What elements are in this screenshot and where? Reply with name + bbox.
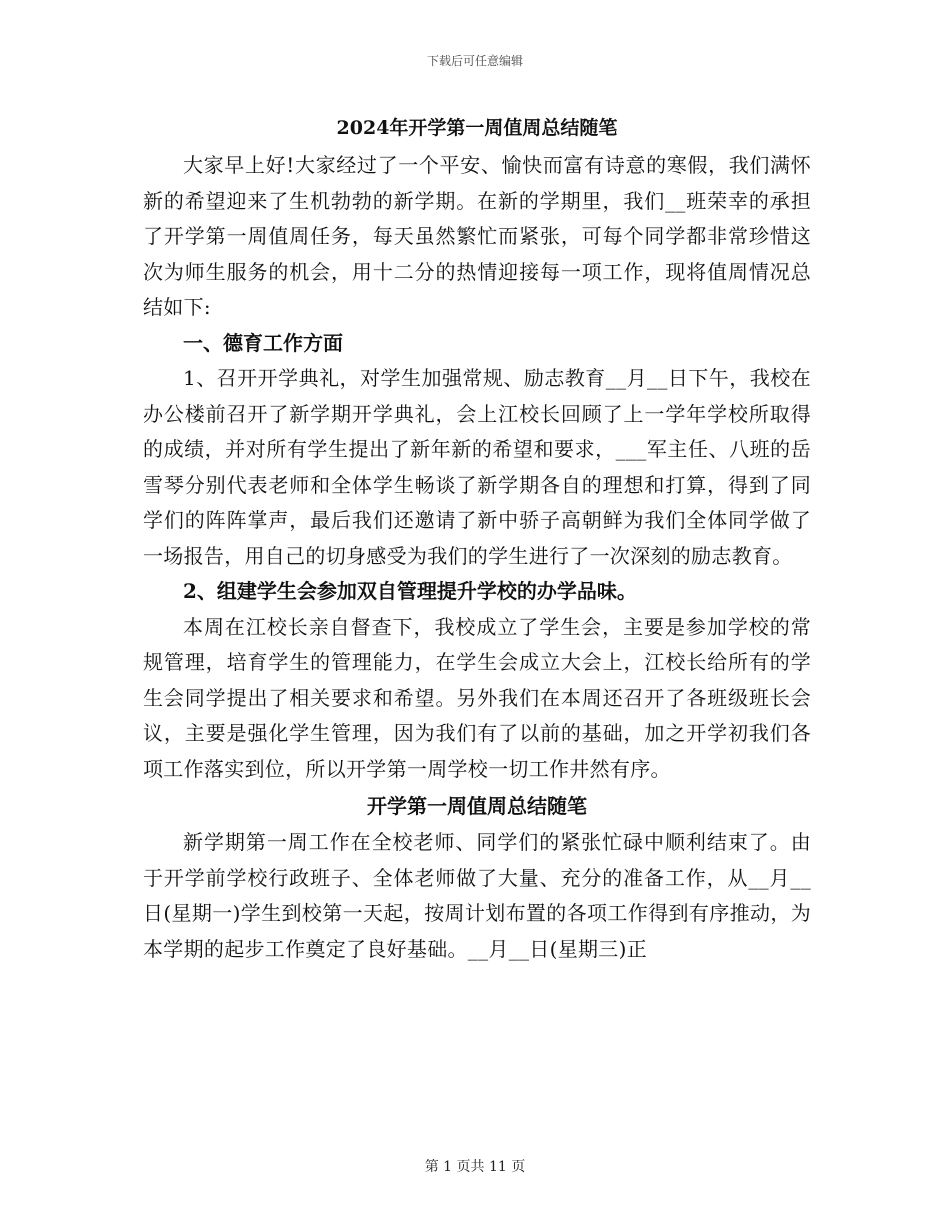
document-title: 2024年开学第一周值周总结随笔 [336, 117, 618, 139]
section-heading-moral-education: 一、德育工作方面 [183, 330, 343, 355]
opening-ceremony-paragraph: 1、召开开学典礼，对学生加强常规、励志教育__月__日下午，我校在办公楼前召开了新学期开学典礼，会上江校长回顾了上一学年学校所取得的成绩，并对所有学生提出了新年新的希望和要求，___军主任、八班的岳雪琴分别代表老师和全体学生畅谈了新学期各自的理想和打算，得到了同学们的阵阵掌声，最后我们还邀请了新中骄子高朝鲜为我们全体同学做了一场报告，用自己的切身感受为我们的学生进行了一次深刻的励志教育。 [143, 366, 811, 568]
second-article-paragraph: 新学期第一周工作在全校老师、同学们的紧张忙碌中顺利结束了。由于开学前学校行政班子、全体老师做了大量、充分的准备工作，从__月__日(星期一)学生到校第一天起，按周计划布置的各项工作得到有序推动，为本学期的起步工作奠定了良好基础。__月__日(星期三)正 [143, 830, 811, 961]
page-footer: 第 1 页共 11 页 [424, 1159, 526, 1175]
page-header: 下载后可任意编辑 [426, 54, 523, 68]
student-union-paragraph: 本周在江校长亲自督查下，我校成立了学生会，主要是参加学校的常规管理，培育学生的管理能力，在学生会成立大会上，江校长给所有的学生会同学提出了相关要求和希望。另外我们在本周还召开了各班级班长会议，主要是强化学生管理，因为我们有了以前的基础，加之开学初我们各项工作落实到位，所以开学第一周学校一切工作井然有序。 [143, 614, 811, 781]
document-body [143, 108, 811, 967]
intro-paragraph: 大家早上好!大家经过了一个平安、愉快而富有诗意的寒假，我们满怀新的希望迎来了生机勃勃的新学期。在新的学期里，我们__班荣幸的承担了开学第一周值周任务，每天虽然繁忙而紧张，可每个同学都非常珍惜这次为师生服务的机会，用十二分的热情迎接每一项工作，现将值周情况总结如下: [143, 153, 811, 319]
second-article-title: 开学第一周值周总结随笔 [367, 794, 587, 818]
section-heading-student-union: 2、组建学生会参加双自管理提升学校的办学品味。 [183, 579, 637, 603]
